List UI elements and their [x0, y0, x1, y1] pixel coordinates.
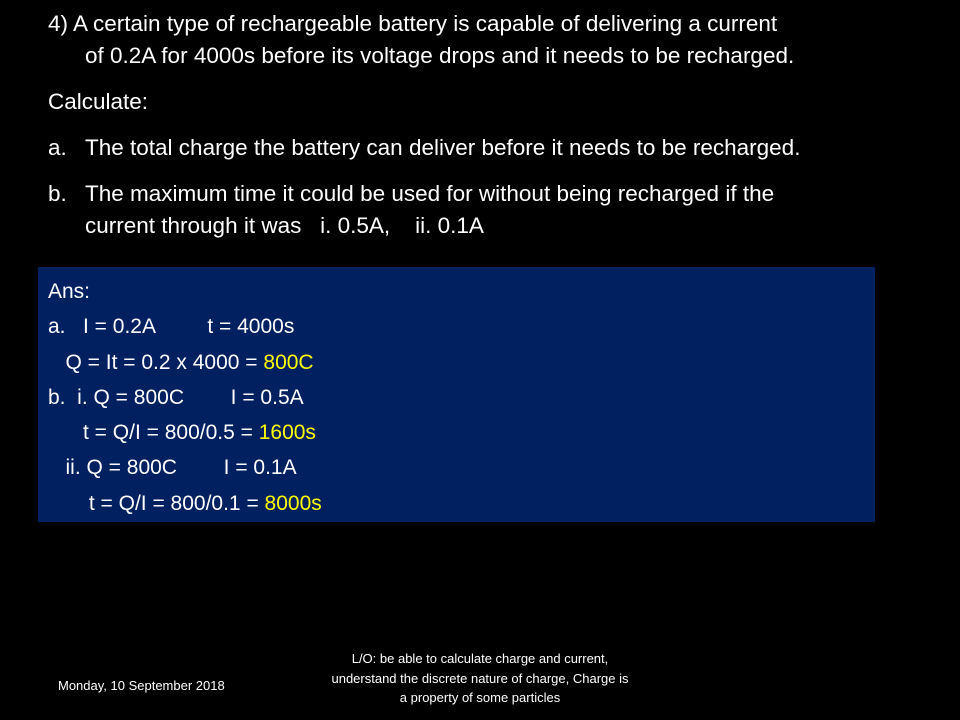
answer-b-ii-calc-row: [48, 486, 322, 521]
answer-b-i-calc-row: [48, 415, 322, 450]
question-item-b: [48, 178, 928, 242]
footer-learning-objective: L/O: be able to calculate charge and current, understand the discrete nature of charge, Charge is a property of some particles: [331, 651, 629, 705]
calculate-heading: Calculate:: [48, 89, 149, 114]
answer-b-ii-result: 8000s: [264, 491, 322, 515]
answer-label: Ans:: [48, 280, 91, 303]
answer-b-i-result: 1600s: [258, 421, 316, 445]
item-a-marker: a.: [48, 135, 67, 160]
answer-b-i-given: b. i. Q = 800C I = 0.5A: [48, 385, 304, 409]
question-item-a: [48, 132, 928, 164]
answer-b-i-calc: t = Q/I = 800/0.5 =: [48, 421, 259, 445]
answer-content: [48, 274, 322, 521]
answer-b-ii-calc: t = Q/I = 800/0.1 =: [48, 491, 265, 515]
answer-b-ii-given: ii. Q = 800C I = 0.1A: [48, 456, 297, 480]
question-intro-line-2: of 0.2A for 4000s before its voltage drops and it needs to be recharged.: [85, 43, 795, 68]
item-b-marker: b.: [48, 181, 67, 206]
item-b-line-1: The maximum time it could be used for without being recharged if the: [85, 181, 775, 206]
footer-date: Monday, 10 September 2018: [58, 678, 225, 693]
answer-a-result: 800C: [263, 350, 314, 374]
answer-a-calc-row: [48, 345, 322, 380]
question-block: [48, 8, 928, 242]
item-a-text: The total charge the battery can deliver before it needs to be recharged.: [85, 135, 801, 160]
item-b-text: [85, 178, 928, 242]
question-intro-line-1: 4) A certain type of rechargeable battery is capable of delivering a current: [48, 11, 778, 36]
answer-a-calc: Q = It = 0.2 x 4000 =: [48, 350, 264, 374]
item-b-line-2: current through it was i. 0.5A, ii. 0.1A: [85, 213, 484, 238]
answer-a-given: a. I = 0.2A t = 4000s: [48, 315, 295, 339]
answer-box: [38, 267, 875, 522]
